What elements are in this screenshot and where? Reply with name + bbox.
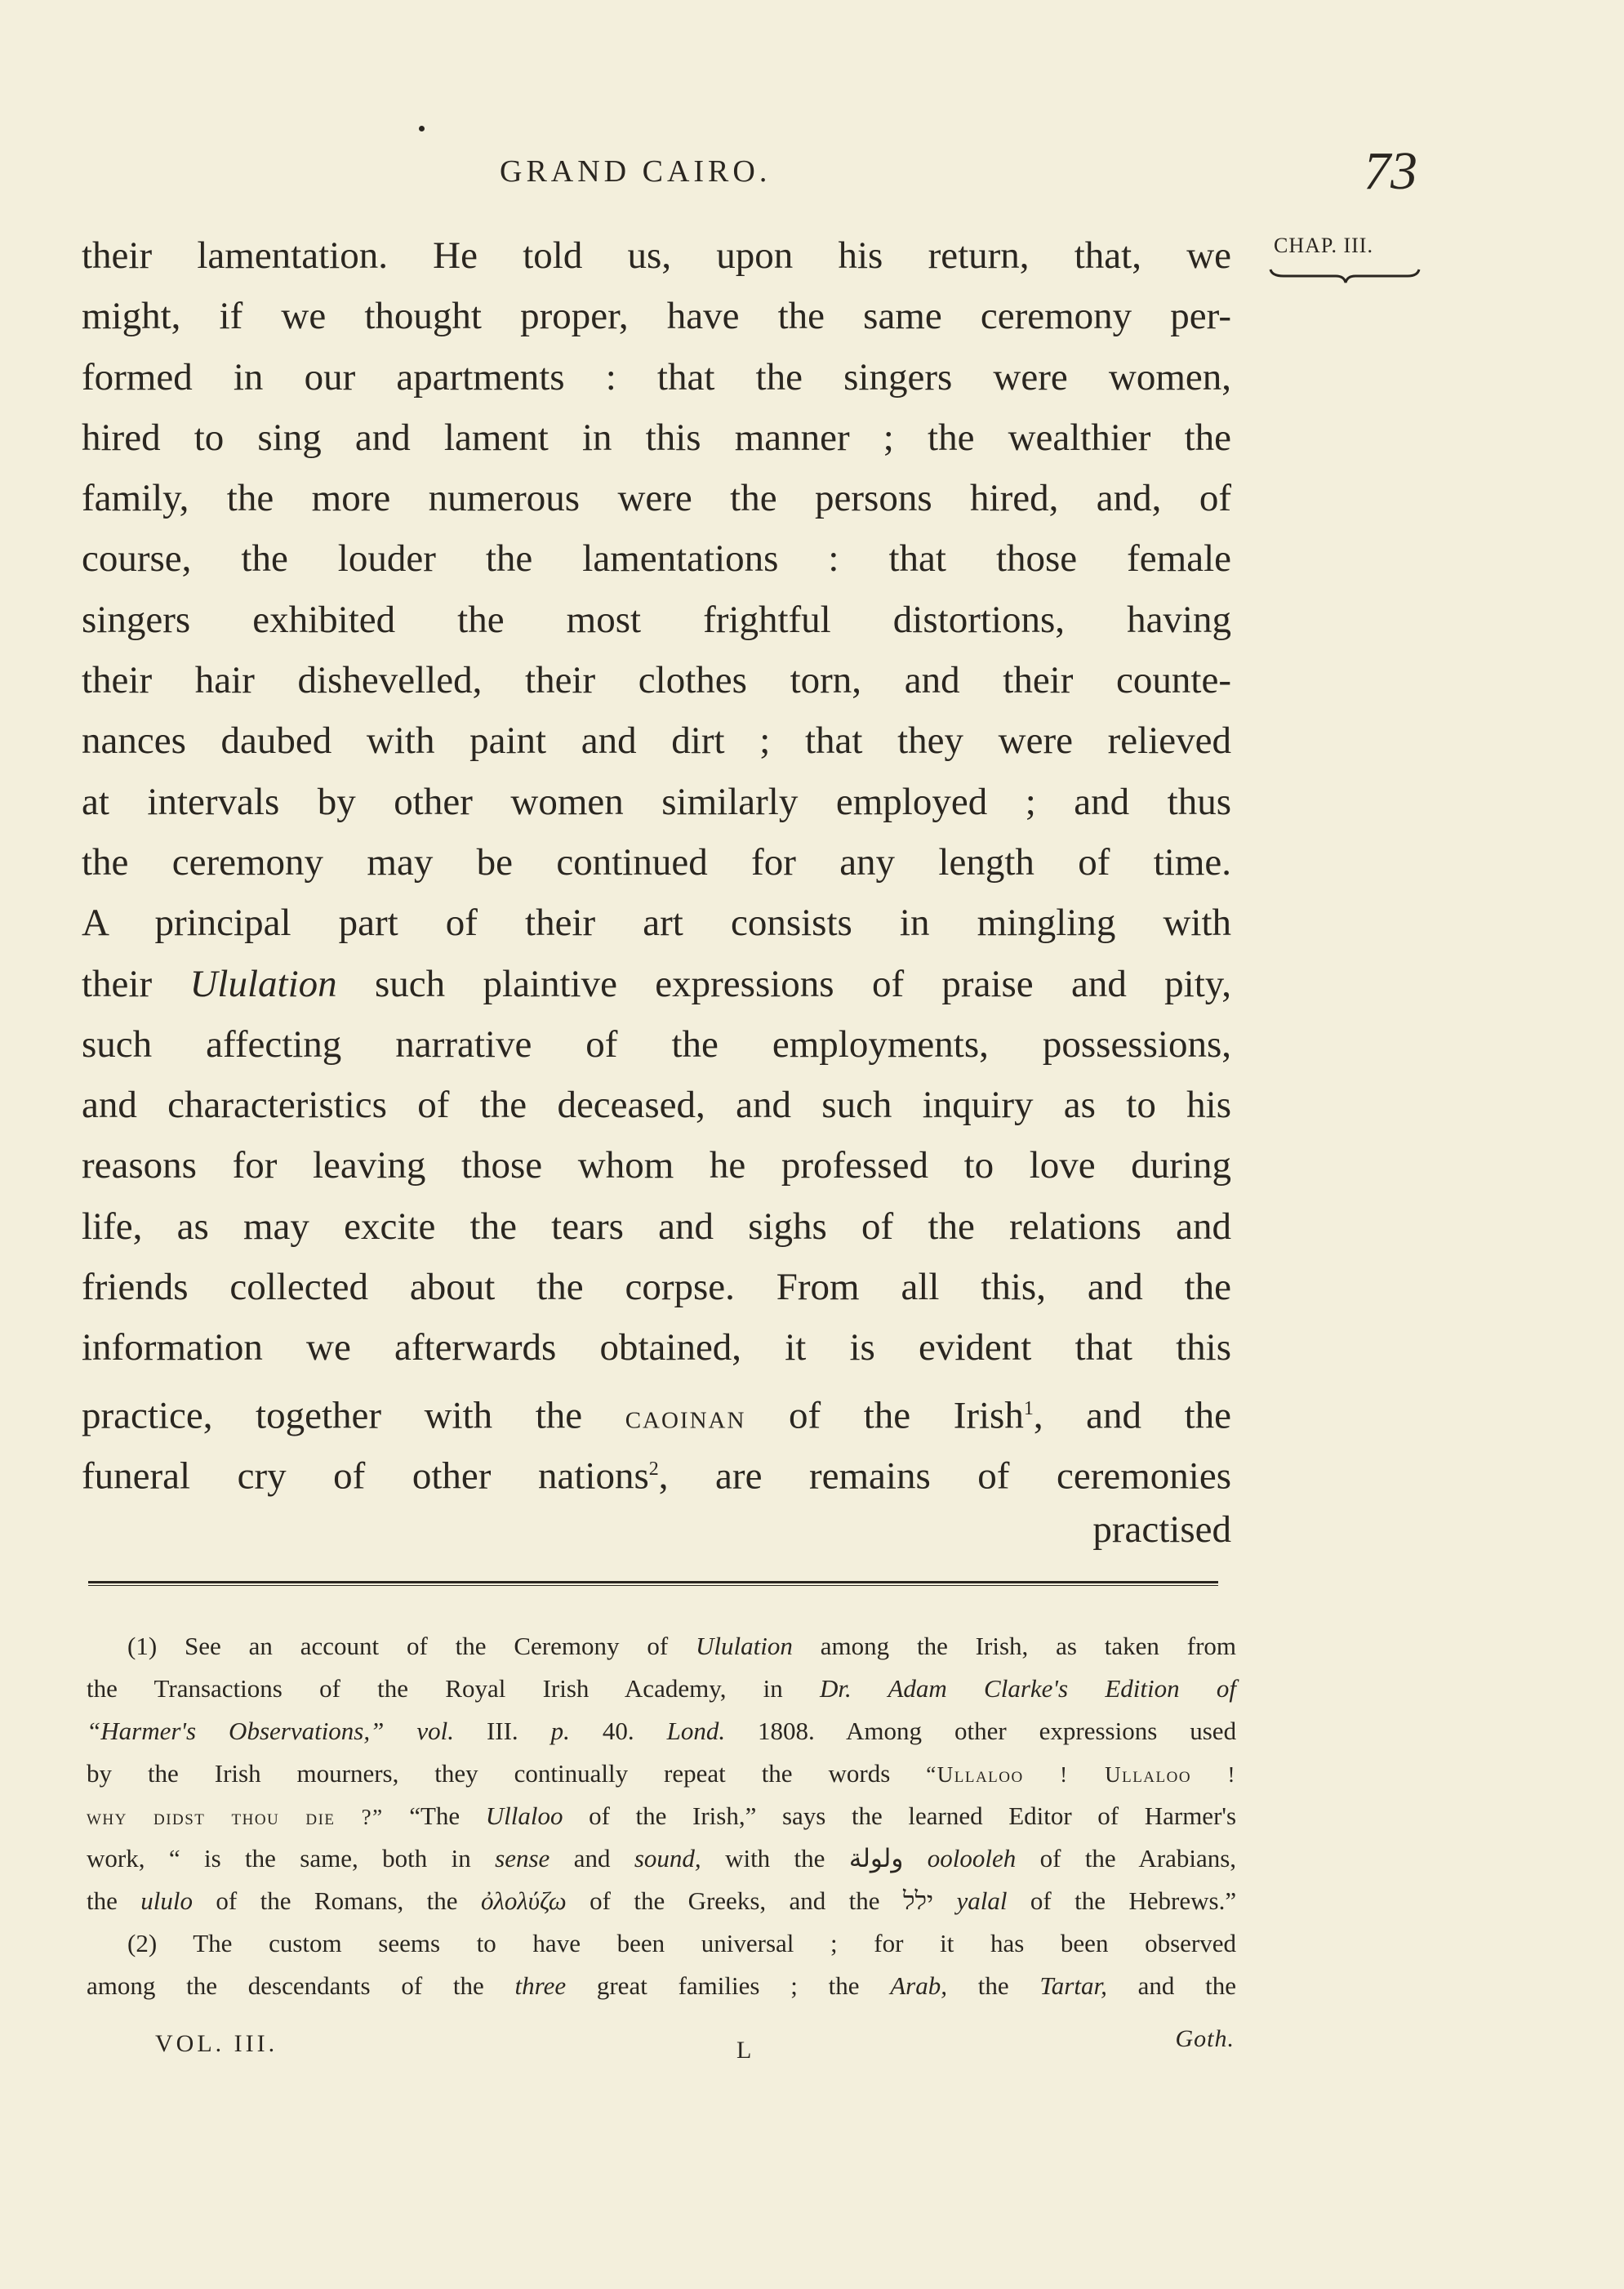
footnote-line: (2) The custom seems to have been universal ; for it has been observed: [127, 1929, 1236, 1957]
text-line: nances daubed with paint and dirt ; that they were relieved: [82, 719, 1231, 763]
footnotes: [87, 1625, 1236, 2007]
text-line: their hair dishevelled, their clothes torn, and their counte-: [82, 659, 1231, 702]
footnote-line: the ululo of the Romans, the ὀλολύζω of the Greeks, and the ילל yalal of the Hebrews.”: [87, 1886, 1237, 1915]
text-line: and characteristics of the deceased, and such inquiry as to his: [82, 1084, 1231, 1127]
text-line: their Ululation such plaintive expressions of praise and pity,: [82, 962, 1231, 1005]
text-line: singers exhibited the most frightful distortions, having: [82, 598, 1231, 641]
text-line: hired to sing and lament in this manner ; the wealthier the: [82, 416, 1231, 459]
brace-icon: [1267, 266, 1422, 286]
text-line: life, as may excite the tears and sighs of the relations and: [82, 1205, 1231, 1248]
text-line: at intervals by other women similarly employed ; and thus: [82, 780, 1231, 823]
page-footer: [155, 2025, 1241, 2064]
running-title: GRAND CAIRO.: [500, 154, 772, 189]
volume-label: VOL. III.: [155, 2030, 278, 2057]
text-line: reasons for leaving those whom he professed to love during: [82, 1144, 1231, 1187]
chapter-label: CHAP. III.: [1274, 234, 1373, 257]
page-number: 73: [1364, 141, 1417, 201]
footnote-line: “Harmer's Observations,” vol. III. p. 40. Lond. 1808. Among other expressions used: [87, 1717, 1237, 1745]
footnote-line: among the descendants of the three great families ; the Arab, the Tartar, and the: [87, 1971, 1236, 2000]
text-line: such affecting narrative of the employments, possessions,: [82, 1022, 1231, 1066]
footnote-line: (1) See an account of the Ceremony of Ululation among the Irish, as taken from: [127, 1632, 1237, 1660]
chapter-marginal-note: [1274, 234, 1437, 258]
text-line: their lamentation. He told us, upon his return, that, we: [82, 234, 1231, 277]
main-text: [82, 225, 1231, 1561]
footnote-ref: 1: [1023, 1397, 1034, 1419]
text-line: information we afterwards obtained, it is evident that this: [82, 1326, 1231, 1369]
ink-speck: [419, 126, 425, 131]
hebrew-word: ילל: [902, 1886, 934, 1915]
text-line: A principal part of their art consists in mingling with: [82, 902, 1231, 945]
arabic-word: ولولة: [848, 1844, 904, 1873]
signature-mark: L: [736, 2037, 755, 2064]
footnote-line: why didst thou die ?” “The Ullaloo of the Irish,” says the learned Editor of Harmer's: [87, 1801, 1237, 1830]
text-line: friends collected about the corpse. From all this, and the: [82, 1266, 1231, 1309]
footnote-line: work, “ is the same, both in sense and sound, with the ولولة oolooleh of the Arabians,: [87, 1844, 1237, 1873]
greek-word: ὀλολύζω: [480, 1886, 567, 1915]
text-line: the ceremony may be continued for any length of time.: [82, 840, 1231, 884]
footnote-ref: 2: [648, 1458, 659, 1480]
footnote-rule: [88, 1581, 1218, 1586]
italic-term: Ululation: [189, 962, 337, 1005]
catchword: Goth.: [1175, 2025, 1235, 2052]
text-line: family, the more numerous were the persons hired, and, of: [82, 477, 1231, 520]
text-line: practice, together with the caoinan of the Irish$^1$, and the: [82, 1394, 1232, 1437]
text-line: course, the louder the lamentations : that those female: [82, 537, 1231, 581]
text-line: might, if we thought proper, have the same ceremony per-: [82, 295, 1231, 338]
text-line-last: practised: [1092, 1508, 1231, 1552]
footnote-line: by the Irish mourners, they continually repeat the words “Ullaloo ! Ullaloo !: [87, 1759, 1237, 1788]
footnote-line: the Transactions of the Royal Irish Academy, in Dr. Adam Clarke's Edition of: [87, 1674, 1236, 1703]
small-caps-term: caoinan: [625, 1398, 746, 1436]
text-line: formed in our apartments : that the singers were women,: [82, 355, 1231, 399]
text-line: funeral cry of other nations$^2$, are remains of ceremonies: [82, 1454, 1231, 1498]
